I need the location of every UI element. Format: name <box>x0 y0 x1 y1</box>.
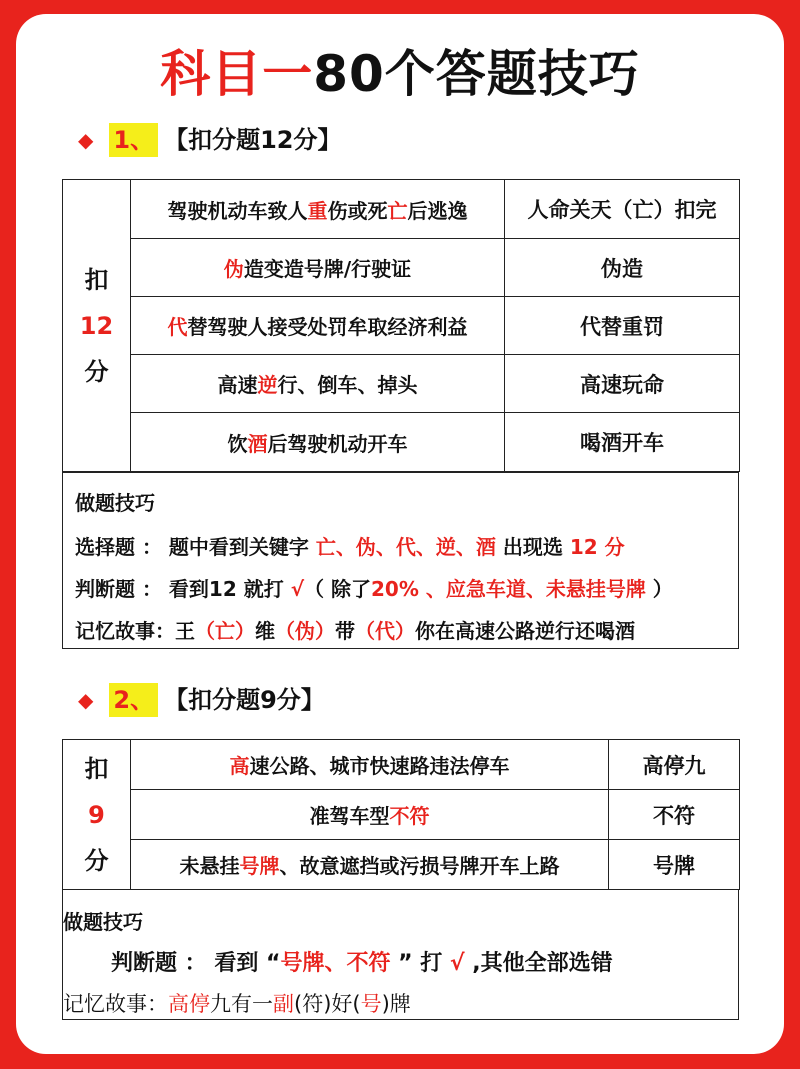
title-red: 科目一 <box>160 45 314 103</box>
highlight-text: 亡 <box>387 198 408 223</box>
highlight-text: 副 <box>273 992 294 1016</box>
text-segment: 后驾驶机动开车 <box>267 431 408 456</box>
text-segment: )牌 <box>381 992 411 1016</box>
highlight-text: 号 <box>360 992 382 1016</box>
highlight-text: 代 <box>167 315 188 339</box>
mnemonic-cell: 高速玩命 <box>505 355 740 413</box>
tip-line <box>63 988 411 1018</box>
text-segment: （ 除了 <box>304 577 371 601</box>
table-row <box>63 297 740 355</box>
mnemonic-cell: 号牌 <box>609 840 740 890</box>
table-row <box>63 180 740 239</box>
section1-table <box>62 179 740 472</box>
text-segment: 判断题 ： 看到12 就打 <box>75 577 291 601</box>
highlight-text: 伪 <box>223 257 244 281</box>
rule-cell <box>131 297 505 355</box>
text-segment: 准驾车型 <box>309 804 390 828</box>
text-segment: 维 <box>255 619 275 643</box>
text-segment: 记忆故事： <box>63 992 168 1016</box>
text-segment: 带 <box>335 619 355 643</box>
section1-heading <box>78 123 342 157</box>
text-segment: ,其他全部选错 <box>464 951 613 976</box>
text-segment: 替驾驶人接受处罚牟取经济利益 <box>187 315 468 339</box>
highlight-text: 12 分 <box>569 535 625 559</box>
text-segment: 判断题 ： 看到 “ <box>111 951 281 976</box>
section1-side <box>63 180 131 472</box>
highlight-text: 高 <box>229 754 250 778</box>
section2-side <box>63 740 131 890</box>
side-char: 分 <box>84 357 109 386</box>
text-segment: (符)好( <box>294 992 361 1016</box>
diamond-icon: ◆ <box>78 128 94 152</box>
highlight-text: 酒 <box>247 431 268 456</box>
highlight-text: 高停 <box>168 992 210 1016</box>
text-segment: 你在高速公路逆行还喝酒 <box>415 619 635 643</box>
highlight-text: 重 <box>307 198 328 223</box>
tips-title: 做题技巧 <box>75 491 155 515</box>
rule-cell <box>131 355 505 413</box>
page-title <box>16 44 784 104</box>
section2-label: 【扣分题9分】 <box>164 686 325 714</box>
text-segment: 饮 <box>227 431 248 456</box>
text-segment: 驾驶机动车致人 <box>167 198 308 223</box>
text-segment: 九有一 <box>210 992 273 1016</box>
mnemonic-cell: 伪造 <box>505 239 740 297</box>
highlight-text: （代） <box>355 619 415 643</box>
tip-line <box>75 615 635 644</box>
section2-heading <box>78 683 325 717</box>
side-char: 扣 <box>84 265 109 294</box>
highlight-text: 亡、伪、代、逆、酒 <box>315 535 496 559</box>
highlight-text: √ <box>449 951 465 976</box>
title-black: 80个答题技巧 <box>313 45 640 103</box>
table-row <box>63 413 740 472</box>
rule-cell <box>131 790 609 840</box>
section1-number: 1、 <box>109 123 158 157</box>
rule-cell <box>131 740 609 790</box>
diamond-icon: ◆ <box>78 688 94 712</box>
highlight-text: 逆 <box>257 373 278 397</box>
text-segment: 速公路、城市快速路违法停车 <box>249 754 510 778</box>
mnemonic-cell: 高停九 <box>609 740 740 790</box>
mnemonic-cell: 不符 <box>609 790 740 840</box>
text-segment: ） <box>645 577 673 601</box>
mnemonic-cell: 人命关天（亡）扣完 <box>505 180 740 239</box>
highlight-text: 号牌 <box>239 854 280 878</box>
text-segment: 伤或死 <box>327 198 388 223</box>
side-char: 分 <box>84 846 109 875</box>
highlight-text: 20% 、应急车道、未悬挂号牌 <box>371 577 646 601</box>
highlight-text: 不符 <box>389 804 430 828</box>
tips-title: 做题技巧 <box>63 910 143 934</box>
table-row <box>63 355 740 413</box>
section2-tips <box>62 889 739 1020</box>
rule-cell <box>131 180 505 239</box>
rule-cell <box>131 239 505 297</box>
rule-cell <box>131 413 505 472</box>
mnemonic-cell: 喝酒开车 <box>505 413 740 472</box>
highlight-text: （亡） <box>195 619 255 643</box>
text-segment: 行、倒车、掉头 <box>277 373 418 397</box>
section2-table <box>62 739 740 890</box>
highlight-text: 号牌、不符 <box>280 951 391 976</box>
text-segment: 选择题 ： 题中看到关键字 <box>75 535 316 559</box>
text-segment: 造变造号牌/行驶证 <box>243 257 412 281</box>
highlight-text: √ <box>290 577 305 601</box>
side-points: 9 <box>88 800 105 829</box>
section2-number: 2、 <box>109 683 158 717</box>
text-segment: 后逃逸 <box>407 198 468 223</box>
rule-cell <box>131 840 609 890</box>
tip-line <box>111 946 613 977</box>
text-segment: ” 打 <box>390 951 450 976</box>
text-segment: 高速 <box>217 373 258 397</box>
section1-tips <box>62 472 739 649</box>
table-row <box>63 740 740 790</box>
text-segment: 出现选 <box>495 535 570 559</box>
highlight-text: （伪） <box>275 619 335 643</box>
table-row <box>63 840 740 890</box>
text-segment: 未悬挂 <box>179 854 240 878</box>
text-segment: 记忆故事：王 <box>75 619 195 643</box>
section1-label: 【扣分题12分】 <box>164 126 342 154</box>
side-char: 扣 <box>84 754 109 783</box>
tip-line <box>75 531 625 560</box>
table-row <box>63 239 740 297</box>
text-segment: 、故意遮挡或污损号牌开车上路 <box>279 854 560 878</box>
table-row <box>63 790 740 840</box>
tip-line <box>75 573 673 602</box>
mnemonic-cell: 代替重罚 <box>505 297 740 355</box>
side-points: 12 <box>79 311 114 340</box>
